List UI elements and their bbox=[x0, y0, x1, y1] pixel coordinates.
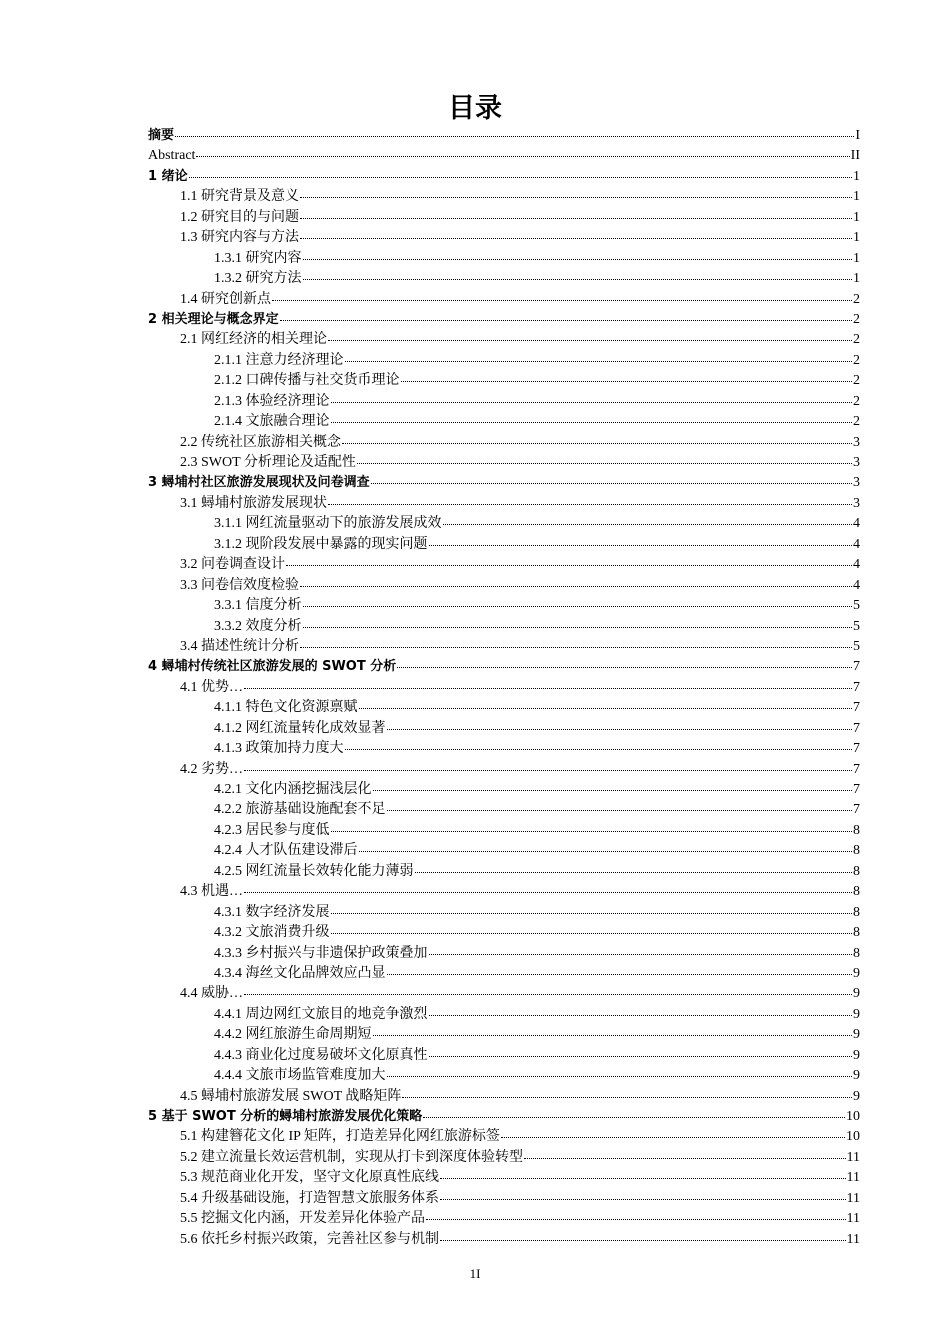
toc-dot-leader bbox=[328, 490, 852, 505]
toc-dot-leader bbox=[300, 572, 852, 587]
toc-entry[interactable] bbox=[148, 247, 860, 267]
toc-dot-leader bbox=[371, 469, 852, 484]
toc-entry-title: 1.4 研究创新点 bbox=[180, 291, 271, 307]
toc-entry[interactable] bbox=[148, 1187, 860, 1207]
toc-entry[interactable] bbox=[148, 533, 860, 553]
toc-dot-leader bbox=[429, 531, 853, 546]
toc-entry-page: 4 bbox=[853, 536, 860, 552]
toc-entry-page: 5 bbox=[853, 598, 860, 614]
toc-entry-page: 5 bbox=[853, 618, 860, 634]
toc-dot-leader bbox=[328, 326, 852, 341]
toc-entry-title: 2.1.4 文旅融合理论 bbox=[214, 414, 330, 430]
toc-dot-leader bbox=[397, 653, 852, 668]
toc-entry-page: 2 bbox=[853, 393, 860, 409]
toc-entry[interactable] bbox=[148, 471, 860, 491]
toc-dot-leader bbox=[423, 1103, 845, 1118]
page-title: 目录 bbox=[448, 93, 502, 124]
toc-entry[interactable] bbox=[148, 369, 860, 389]
toc-entry-title: 2.3 SWOT 分析理论及适配性 bbox=[180, 455, 356, 470]
toc-dot-leader bbox=[429, 940, 853, 955]
toc-entry-page: 7 bbox=[853, 802, 860, 818]
toc-entry[interactable] bbox=[148, 737, 860, 757]
toc-entry-title: 4.4.2 网红旅游生命周期短 bbox=[214, 1027, 372, 1043]
toc-entry[interactable] bbox=[148, 226, 860, 246]
toc-dot-leader bbox=[300, 204, 852, 219]
toc-entry-page: 1 bbox=[853, 189, 860, 205]
toc-dot-leader bbox=[401, 367, 853, 382]
toc-entry-page: 9 bbox=[853, 986, 860, 1002]
toc-entry-title: 4.3.4 海丝文化品牌效应凸显 bbox=[214, 965, 386, 981]
toc-entry-page: 8 bbox=[853, 843, 860, 859]
toc-dot-leader bbox=[440, 1226, 846, 1241]
toc-entry-title: 4.2.4 人才队伍建设滞后 bbox=[214, 843, 358, 859]
toc-entry-page: 3 bbox=[853, 495, 860, 511]
toc-entry-page: 11 bbox=[846, 1190, 860, 1206]
toc-entry-page: 9 bbox=[853, 1027, 860, 1043]
toc-entry[interactable] bbox=[148, 921, 860, 941]
toc-entry-page: I bbox=[855, 128, 860, 143]
toc-entry[interactable] bbox=[148, 962, 860, 982]
toc-entry-page: 8 bbox=[853, 904, 860, 920]
toc-entry-title: 2.1.2 口碑传播与社交货币理论 bbox=[214, 373, 400, 389]
toc-entry[interactable] bbox=[148, 1105, 860, 1125]
toc-entry-title: 5.5 挖掘文化内涵，开发差异化体验产品 bbox=[180, 1211, 425, 1227]
toc-entry[interactable] bbox=[148, 1003, 860, 1023]
toc-entry-page: 5 bbox=[853, 638, 860, 654]
toc-entry-page: 10 bbox=[846, 1109, 860, 1124]
toc-entry-title: 2.2 传统社区旅游相关概念 bbox=[180, 434, 341, 450]
toc-entry-page: 7 bbox=[853, 761, 860, 777]
toc-entry[interactable] bbox=[148, 880, 860, 900]
toc-entry-title: 5.6 依托乡村振兴政策，完善社区参与机制 bbox=[180, 1231, 439, 1247]
toc-dot-leader bbox=[429, 1001, 853, 1016]
toc-entry[interactable] bbox=[148, 594, 860, 614]
toc-entry-title: 4.1 优势… bbox=[180, 679, 243, 695]
toc-dot-leader bbox=[373, 1021, 853, 1036]
toc-entry-title: 2.1.3 体验经济理论 bbox=[214, 393, 330, 409]
toc-dot-leader bbox=[524, 1144, 846, 1159]
toc-dot-leader bbox=[244, 756, 852, 771]
toc-entry[interactable] bbox=[148, 982, 860, 1002]
toc-entry-page: 11 bbox=[846, 1149, 860, 1165]
toc-entry-page: 2 bbox=[853, 373, 860, 389]
toc-entry-title: 4.3 机遇… bbox=[180, 884, 243, 900]
toc-entry-title: 4.2 劣势… bbox=[180, 761, 243, 777]
toc-entry[interactable] bbox=[148, 1023, 860, 1043]
toc-entry[interactable] bbox=[148, 819, 860, 839]
toc-entry-title: 1.3.1 研究内容 bbox=[214, 250, 302, 266]
toc-entry-title: 4.3.2 文旅消费升级 bbox=[214, 925, 330, 941]
toc-entry-page: 1 bbox=[853, 209, 860, 225]
toc-dot-leader bbox=[426, 1205, 846, 1220]
toc-entry-title: 5.4 升级基础设施，打造智慧文旅服务体系 bbox=[180, 1190, 439, 1206]
toc-entry-page: 9 bbox=[853, 1088, 860, 1104]
toc-entry-title: 4.1.1 特色文化资源禀赋 bbox=[214, 700, 358, 716]
toc-entry[interactable] bbox=[148, 1125, 860, 1145]
toc-dot-leader bbox=[501, 1123, 845, 1138]
toc-entry-page: 8 bbox=[853, 863, 860, 879]
toc-entry-page: 4 bbox=[853, 557, 860, 573]
toc-entry-title: 摘要 bbox=[148, 128, 175, 143]
toc-entry-page: 2 bbox=[853, 414, 860, 430]
toc-entry-title: 4.2.2 旅游基础设施配套不足 bbox=[214, 802, 386, 818]
toc-entry[interactable] bbox=[148, 165, 860, 185]
toc-entry-title: 3.3 问卷信效度检验 bbox=[180, 577, 299, 593]
toc-dot-leader bbox=[303, 592, 853, 607]
toc-entry-page: 8 bbox=[853, 945, 860, 961]
toc-entry-page: 3 bbox=[853, 434, 860, 450]
toc-entry[interactable] bbox=[148, 574, 860, 594]
toc-entry-page: 2 bbox=[853, 352, 860, 368]
toc-entry-page: 4 bbox=[853, 577, 860, 593]
toc-entry-title: 1 绪论 bbox=[148, 168, 188, 184]
toc-entry-page: 1 bbox=[853, 271, 860, 287]
toc-entry[interactable] bbox=[148, 144, 860, 164]
toc-dot-leader bbox=[300, 633, 852, 648]
toc-entry-page: 7 bbox=[853, 700, 860, 716]
toc-entry[interactable] bbox=[148, 1044, 860, 1064]
toc-dot-leader bbox=[303, 613, 853, 628]
toc-entry-page: 1 bbox=[853, 230, 860, 246]
toc-entry-page: 2 bbox=[853, 291, 860, 307]
toc-entry[interactable] bbox=[148, 758, 860, 778]
toc-dot-leader bbox=[342, 429, 852, 444]
toc-dot-leader bbox=[331, 388, 853, 403]
toc-entry-title: 3.3.1 信度分析 bbox=[214, 598, 302, 614]
toc-dot-leader bbox=[359, 694, 853, 709]
toc-entry-page: 8 bbox=[853, 822, 860, 838]
toc-entry[interactable] bbox=[148, 860, 860, 880]
page-number: 1I bbox=[469, 1266, 481, 1281]
toc-dot-leader bbox=[331, 817, 853, 832]
toc-dot-leader bbox=[331, 899, 853, 914]
toc-entry-page: 11 bbox=[846, 1231, 860, 1247]
toc-entry-page: 9 bbox=[853, 965, 860, 981]
toc-entry[interactable] bbox=[148, 492, 860, 512]
toc-entry[interactable] bbox=[148, 206, 860, 226]
toc-dot-leader bbox=[357, 449, 852, 464]
toc-dot-leader bbox=[303, 265, 853, 280]
toc-entry[interactable] bbox=[148, 267, 860, 287]
toc-entry-page: 10 bbox=[846, 1129, 860, 1145]
toc-entry[interactable] bbox=[148, 1085, 860, 1105]
toc-entry[interactable] bbox=[148, 451, 860, 471]
toc-entry-title: 4.4.4 文旅市场监管难度加大 bbox=[214, 1068, 386, 1084]
toc-entry-title: 1.1 研究背景及意义 bbox=[180, 189, 299, 205]
toc-entry[interactable] bbox=[148, 676, 860, 696]
toc-entry-title: 3.3.2 效度分析 bbox=[214, 618, 302, 634]
toc-entry-page: 8 bbox=[853, 884, 860, 900]
toc-entry-page: II bbox=[850, 148, 860, 164]
toc-dot-leader bbox=[286, 551, 852, 566]
toc-entry-page: 7 bbox=[853, 741, 860, 757]
toc-entry[interactable] bbox=[148, 431, 860, 451]
toc-entry-title: 4 蟳埔村传统社区旅游发展的 SWOT 分析 bbox=[148, 659, 397, 675]
toc-dot-leader bbox=[359, 837, 853, 852]
toc-dot-leader bbox=[244, 980, 852, 995]
toc-entry-title: 5 基于 SWOT 分析的蟳埔村旅游发展优化策略 bbox=[148, 1109, 423, 1124]
table-of-contents bbox=[148, 124, 860, 1248]
toc-entry-title: 4.4.3 商业化过度易破坏文化原真性 bbox=[214, 1047, 428, 1063]
toc-entry-page: 2 bbox=[853, 311, 860, 327]
toc-entry[interactable] bbox=[148, 839, 860, 859]
toc-entry[interactable] bbox=[148, 615, 860, 635]
toc-entry-title: 1.3 研究内容与方法 bbox=[180, 230, 299, 246]
toc-dot-leader bbox=[387, 1062, 853, 1077]
toc-dot-leader bbox=[387, 960, 853, 975]
toc-entry-title: 4.4 威胁… bbox=[180, 986, 243, 1002]
toc-entry[interactable] bbox=[148, 390, 860, 410]
toc-entry[interactable] bbox=[148, 328, 860, 348]
toc-entry[interactable] bbox=[148, 717, 860, 737]
toc-entry-title: 3.1.2 现阶段发展中暴露的现实问题 bbox=[214, 536, 428, 552]
toc-entry-page: 8 bbox=[853, 925, 860, 941]
toc-entry[interactable] bbox=[148, 308, 860, 328]
toc-dot-leader bbox=[280, 306, 852, 321]
toc-entry-title: 2 相关理论与概念界定 bbox=[148, 311, 279, 327]
toc-entry[interactable] bbox=[148, 655, 860, 675]
toc-entry-title: 1.3.2 研究方法 bbox=[214, 271, 302, 287]
toc-entry-page: 7 bbox=[853, 782, 860, 797]
toc-entry-page: 3 bbox=[853, 475, 860, 491]
toc-entry-title: 4.1.2 网红流量转化成效显著 bbox=[214, 720, 386, 736]
toc-entry-page: 11 bbox=[846, 1211, 860, 1227]
toc-entry-title: Abstract bbox=[148, 148, 196, 164]
toc-entry[interactable] bbox=[148, 512, 860, 532]
toc-dot-leader bbox=[189, 163, 852, 178]
toc-entry-title: 4.2.5 网红流量长效转化能力薄弱 bbox=[214, 863, 414, 879]
toc-entry[interactable] bbox=[148, 1064, 860, 1084]
toc-dot-leader bbox=[345, 735, 853, 750]
toc-dot-leader bbox=[402, 1083, 852, 1098]
toc-entry[interactable] bbox=[148, 553, 860, 573]
toc-entry[interactable] bbox=[148, 410, 860, 430]
toc-entry-page: 7 bbox=[853, 720, 860, 736]
toc-entry-title: 3.2 问卷调查设计 bbox=[180, 557, 285, 573]
toc-entry-page: 4 bbox=[853, 516, 860, 532]
toc-entry-title: 2.1 网红经济的相关理论 bbox=[180, 332, 327, 348]
toc-entry-title: 4.1.3 政策加持力度大 bbox=[214, 741, 344, 757]
toc-entry-title: 5.2 建立流量长效运营机制，实现从打卡到深度体验转型 bbox=[180, 1149, 523, 1165]
toc-entry-page: 9 bbox=[853, 1068, 860, 1084]
toc-entry-page: 7 bbox=[853, 679, 860, 695]
toc-entry-page: 9 bbox=[853, 1006, 860, 1022]
toc-entry[interactable] bbox=[148, 288, 860, 308]
toc-dot-leader bbox=[440, 1185, 846, 1200]
toc-entry-title: 3.1.1 网红流量驱动下的旅游发展成效 bbox=[214, 516, 442, 532]
toc-entry-title: 4.5 蟳埔村旅游发展 SWOT 战略矩阵 bbox=[180, 1088, 402, 1104]
toc-dot-leader bbox=[443, 510, 853, 525]
toc-dot-leader bbox=[345, 347, 853, 362]
toc-dot-leader bbox=[387, 796, 853, 811]
toc-entry[interactable] bbox=[148, 696, 860, 716]
toc-entry-title: 3.4 描述性统计分析 bbox=[180, 638, 299, 654]
toc-entry-page: 3 bbox=[853, 455, 860, 470]
toc-entry-title: 4.2.3 居民参与度低 bbox=[214, 822, 330, 838]
toc-entry[interactable] bbox=[148, 185, 860, 205]
toc-entry-page: 7 bbox=[853, 659, 860, 675]
toc-entry-page: 1 bbox=[853, 168, 860, 184]
toc-entry-title: 2.1.1 注意力经济理论 bbox=[214, 352, 344, 368]
toc-dot-leader bbox=[244, 878, 852, 893]
toc-dot-leader bbox=[429, 1042, 853, 1057]
toc-entry[interactable] bbox=[148, 635, 860, 655]
toc-dot-leader bbox=[300, 183, 852, 198]
toc-dot-leader bbox=[373, 776, 853, 791]
toc-entry[interactable] bbox=[148, 942, 860, 962]
toc-entry-page: 11 bbox=[846, 1170, 860, 1186]
toc-entry-page: 9 bbox=[853, 1047, 860, 1063]
toc-dot-leader bbox=[415, 858, 853, 873]
toc-entry-page: 1 bbox=[853, 250, 860, 266]
toc-entry[interactable] bbox=[148, 124, 860, 144]
toc-dot-leader bbox=[196, 142, 849, 157]
toc-dot-leader bbox=[300, 224, 852, 239]
toc-entry-title: 5.1 构建簪花文化 IP 矩阵，打造差异化网红旅游标签 bbox=[180, 1129, 500, 1145]
toc-entry-title: 4.3.1 数字经济发展 bbox=[214, 904, 330, 920]
toc-dot-leader bbox=[387, 715, 853, 730]
toc-entry[interactable] bbox=[148, 798, 860, 818]
toc-entry[interactable] bbox=[148, 1207, 860, 1227]
toc-entry[interactable] bbox=[148, 1228, 860, 1248]
toc-entry-title: 3 蟳埔村社区旅游发展现状及问卷调查 bbox=[148, 475, 370, 491]
toc-entry[interactable] bbox=[148, 778, 860, 798]
toc-entry-title: 3.1 蟳埔村旅游发展现状 bbox=[180, 495, 327, 511]
toc-entry-title: 1.2 研究目的与问题 bbox=[180, 209, 299, 225]
toc-dot-leader bbox=[331, 408, 853, 423]
toc-dot-leader bbox=[272, 286, 852, 301]
toc-entry-title: 4.3.3 乡村振兴与非遗保护政策叠加 bbox=[214, 945, 428, 961]
toc-entry-title: 5.3 规范商业化开发，坚守文化原真性底线 bbox=[180, 1170, 439, 1186]
toc-entry-page: 2 bbox=[853, 332, 860, 348]
toc-entry[interactable] bbox=[148, 1166, 860, 1186]
toc-entry[interactable] bbox=[148, 349, 860, 369]
toc-dot-leader bbox=[440, 1164, 846, 1179]
toc-dot-leader bbox=[303, 245, 853, 260]
toc-entry-title: 4.4.1 周边网红文旅目的地竞争激烈 bbox=[214, 1006, 428, 1022]
toc-entry-title: 4.2.1 文化内涵挖掘浅层化 bbox=[214, 782, 372, 797]
toc-dot-leader bbox=[331, 919, 853, 934]
toc-dot-leader bbox=[244, 674, 852, 689]
toc-entry[interactable] bbox=[148, 1146, 860, 1166]
toc-dot-leader bbox=[175, 122, 854, 137]
toc-entry[interactable] bbox=[148, 901, 860, 921]
